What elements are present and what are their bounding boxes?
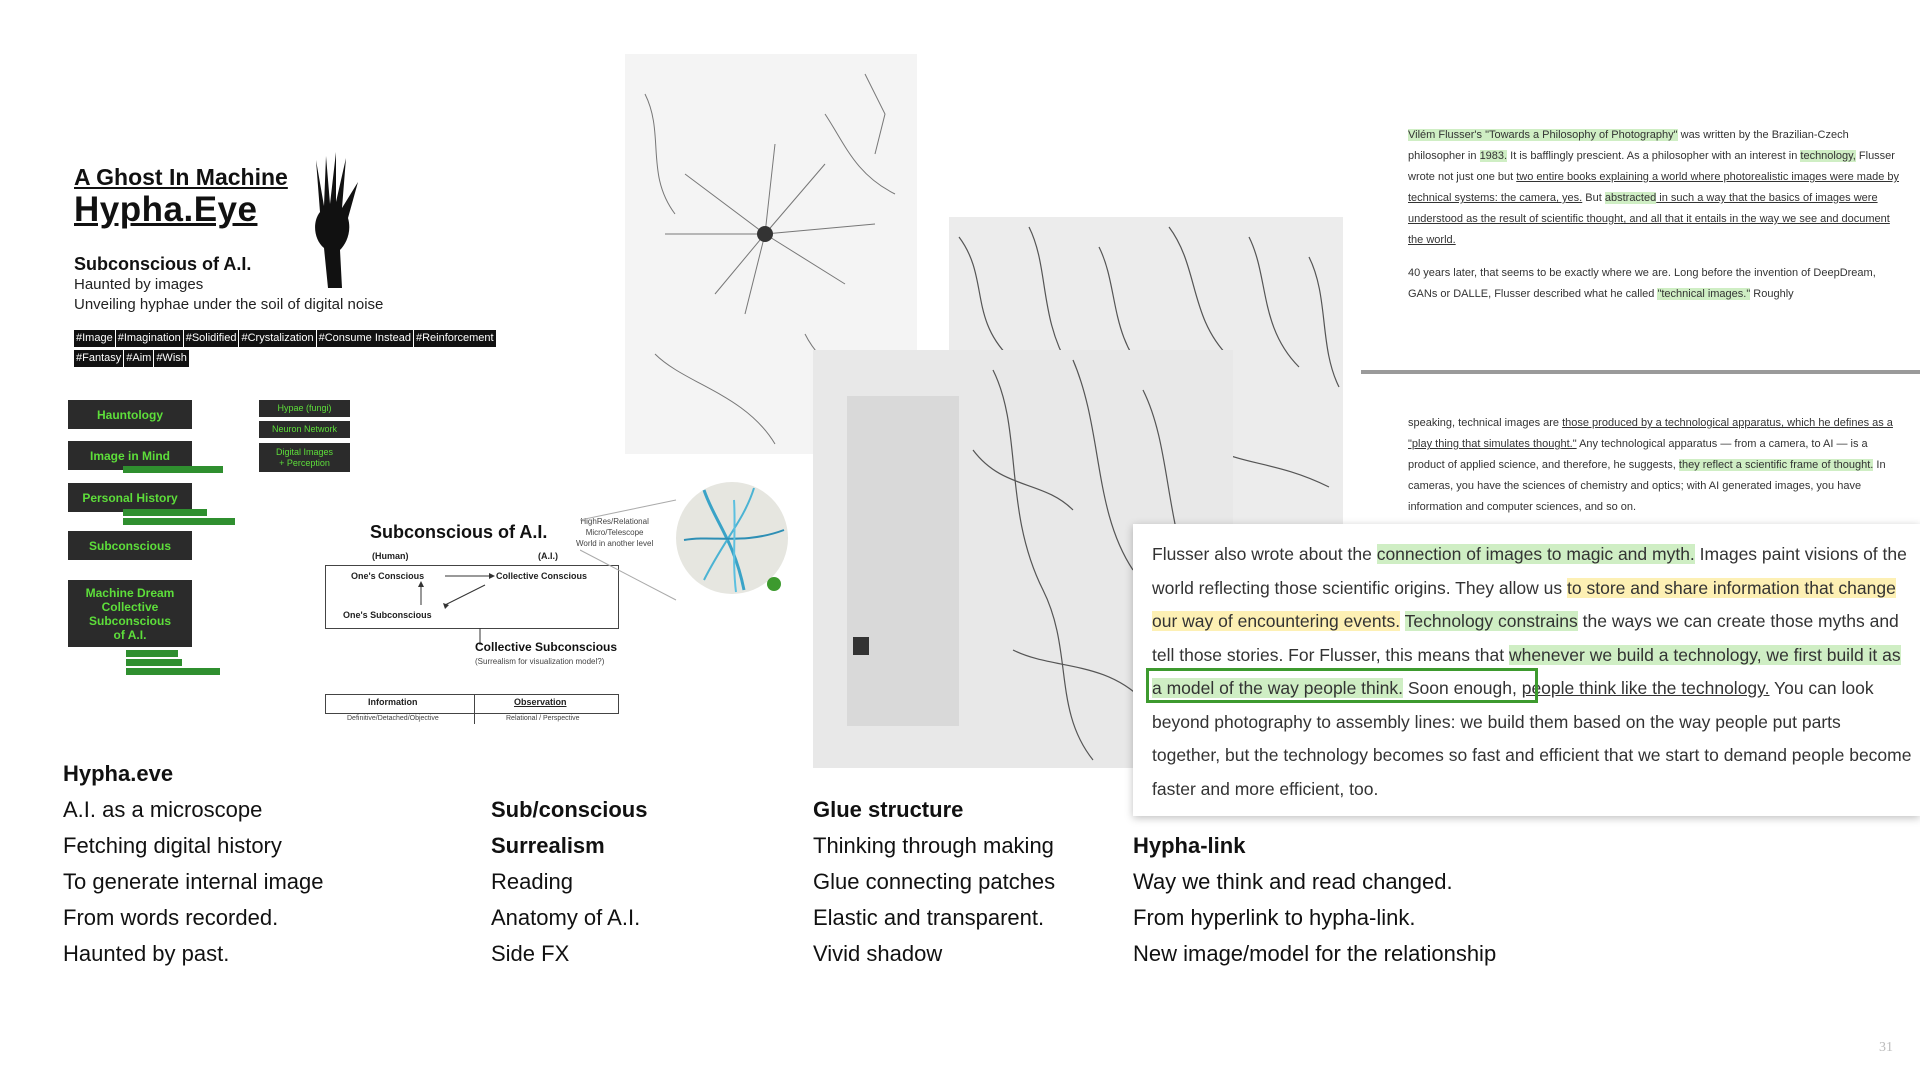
box-machine-dream: Machine Dream Collective Subconscious of A.I. <box>68 580 192 647</box>
collective-sub-note: (Surrealism for visualization model?) <box>475 657 605 666</box>
tag: #Wish <box>154 350 189 367</box>
caption-heading: Surrealism <box>491 833 605 858</box>
caption-col-4 <box>1133 828 1496 972</box>
text: Flusser wrote not just one but <box>1408 150 1895 183</box>
highlight: they reflect a scientific frame of thought. <box>1678 459 1874 471</box>
caption-line: Elastic and transparent. <box>813 905 1045 930</box>
green-note <box>123 509 207 516</box>
caption-line: To generate internal image <box>63 869 324 894</box>
highlight-yellow: to store and share information that change our way of encountering events. <box>1152 577 1896 631</box>
caption-line: Way we think and read changed. <box>1133 869 1453 894</box>
ones-conscious: One's Conscious <box>351 571 425 581</box>
text: was written by the Brazilian-Czech philosopher in <box>1408 129 1849 162</box>
text-panel-1 <box>1408 125 1903 305</box>
highlight: whenever we build a technology, we first build it as a model of the way people think. <box>1152 644 1901 698</box>
caption-heading: Glue structure <box>813 797 964 822</box>
box-hauntology: Hauntology <box>68 400 192 429</box>
diagram-note: HighRes/Relational Micro/Telescope World in another level <box>576 517 654 548</box>
highlight: technology, <box>1800 150 1856 162</box>
caption-line: Thinking through making <box>813 833 1054 858</box>
page-number: 31 <box>1879 1040 1893 1055</box>
text: Images paint visions of the world reflecting those scientific origins. They allow us <box>1152 544 1907 598</box>
caption-line: Anatomy of A.I. <box>491 905 641 930</box>
tag: #Solidified <box>184 330 239 347</box>
observation: Observation <box>514 697 567 707</box>
caption-line: Haunted by past. <box>63 941 230 966</box>
title-line-1: A Ghost In Machine <box>74 164 288 190</box>
tag-list <box>74 328 554 368</box>
collective-conscious: Collective Conscious <box>496 571 588 581</box>
info-note: Definitive/Detached/Objective <box>347 715 439 722</box>
caption-line: A.I. as a microscope <box>63 797 263 822</box>
text: speaking, technical images are <box>1408 417 1563 429</box>
divider <box>474 694 475 724</box>
tag: #Consume Instead <box>317 330 413 347</box>
caption-line: From hyperlink to hypha-link. <box>1133 905 1416 930</box>
box-subconscious: Subconscious <box>68 531 192 560</box>
highlight: 1983. <box>1479 150 1508 162</box>
text: Any technological apparatus — from a camera, to AI — is a product of applied science, and therefore, he suggests, <box>1408 438 1868 471</box>
caption-col-1 <box>63 756 324 972</box>
highlight: connection of images to magic and myth. <box>1376 544 1695 564</box>
diagram-title: Subconscious of A.I. <box>370 522 548 542</box>
caption-line: Fetching digital history <box>63 833 282 858</box>
ones-subconscious: One's Subconscious <box>343 610 432 620</box>
microscope-image <box>674 480 790 596</box>
text: the ways we can create those myths and tell those stories. For Flusser, this means that <box>1152 611 1899 665</box>
information: Information <box>368 697 418 707</box>
green-note <box>126 659 182 666</box>
caption-line: Glue connecting patches <box>813 869 1056 894</box>
highlight: Technology constrains <box>1404 611 1578 631</box>
highlight: Vilém Flusser's "Towards a Philosophy of Photography" <box>1408 129 1678 141</box>
text: But <box>1582 192 1605 204</box>
underlined-text: in such a way that the basics of images were understood as the result of scientific thought, and all that it entails in the way we see and document the world. <box>1408 192 1890 246</box>
caption-heading: Hypha-link <box>1133 833 1246 858</box>
highlight: abstracted <box>1604 192 1657 204</box>
tag: #Fantasy <box>74 350 123 367</box>
tag: #Imagination <box>116 330 183 347</box>
text: 40 years later, that seems to be exactly where we are. Long before the invention of DeepDream, GANs or DALLE, Flusser described what he called <box>1408 267 1876 300</box>
green-note <box>126 668 220 675</box>
box-neuron-network: Neuron Network <box>259 421 350 438</box>
caption-line: Side FX <box>491 941 570 966</box>
text: Flusser also wrote about the <box>1152 544 1377 564</box>
underlined-text: two entire books explaining a world where photorealistic images were made by technical systems: the camera, yes. <box>1408 171 1899 204</box>
subtitle-line-1: Haunted by images <box>74 276 204 293</box>
text: You can look beyond photography to assembly lines: we build them based on the way people put parts together, but the technology becomes so fast and efficient that we start to demand people become faster and more efficient, too. <box>1152 678 1912 799</box>
text: Roughly <box>1750 288 1794 300</box>
hand-silhouette-icon <box>306 152 364 288</box>
label-human: (Human) <box>372 551 409 561</box>
obs-note: Relational / Perspective <box>506 715 580 722</box>
focus-highlight-box <box>1146 668 1538 703</box>
divider-bar <box>1361 370 1920 374</box>
title-line-2: Hypha.Eye <box>74 190 258 229</box>
tag: #Aim <box>124 350 153 367</box>
underlined-text: those produced by a technological apparatus, which he defines as a "play thing that simulates thought." <box>1408 417 1893 450</box>
box-hypae: Hypae (fungi) <box>259 400 350 417</box>
tag: #Crystalization <box>239 330 315 347</box>
caption-col-3 <box>813 792 1055 972</box>
box-personal-history: Personal History <box>68 483 192 512</box>
highlight: "technical images." <box>1657 288 1751 300</box>
subtitle: Subconscious of A.I. <box>74 254 252 274</box>
text: In cameras, you have the sciences of chemistry and optics; with AI generated images, you have information and computer sciences, and so on. <box>1408 459 1886 513</box>
text <box>1400 611 1405 631</box>
text: It is bafflingly prescient. As a philosopher with an interest in <box>1507 150 1801 162</box>
green-note <box>123 466 223 473</box>
caption-line: Vivid shadow <box>813 941 943 966</box>
underlined-text: people think like the technology. <box>1521 678 1770 698</box>
green-note <box>126 650 178 657</box>
green-note <box>123 518 235 525</box>
text-panel-2 <box>1408 413 1903 518</box>
box-image-in-mind: Image in Mind <box>68 441 192 470</box>
text: Soon enough, <box>1403 678 1522 698</box>
zoom-lines <box>580 490 680 630</box>
caption-line: From words recorded. <box>63 905 279 930</box>
box-digital-images: Digital Images + Perception <box>259 443 350 472</box>
subtitle-line-2: Unveiling hyphae under the soil of digital noise <box>74 296 384 313</box>
caption-line: Reading <box>491 869 573 894</box>
caption-col-2 <box>491 792 647 972</box>
collective-subconscious: Collective Subconscious <box>475 640 618 654</box>
caption-heading: Hypha.eve <box>63 761 174 786</box>
tag: #Image <box>74 330 115 347</box>
caption-line: New image/model for the relationship <box>1133 941 1497 966</box>
label-ai: (A.I.) <box>538 551 558 561</box>
tag: #Reinforcement <box>414 330 496 347</box>
caption-heading: Sub/conscious <box>491 797 648 822</box>
